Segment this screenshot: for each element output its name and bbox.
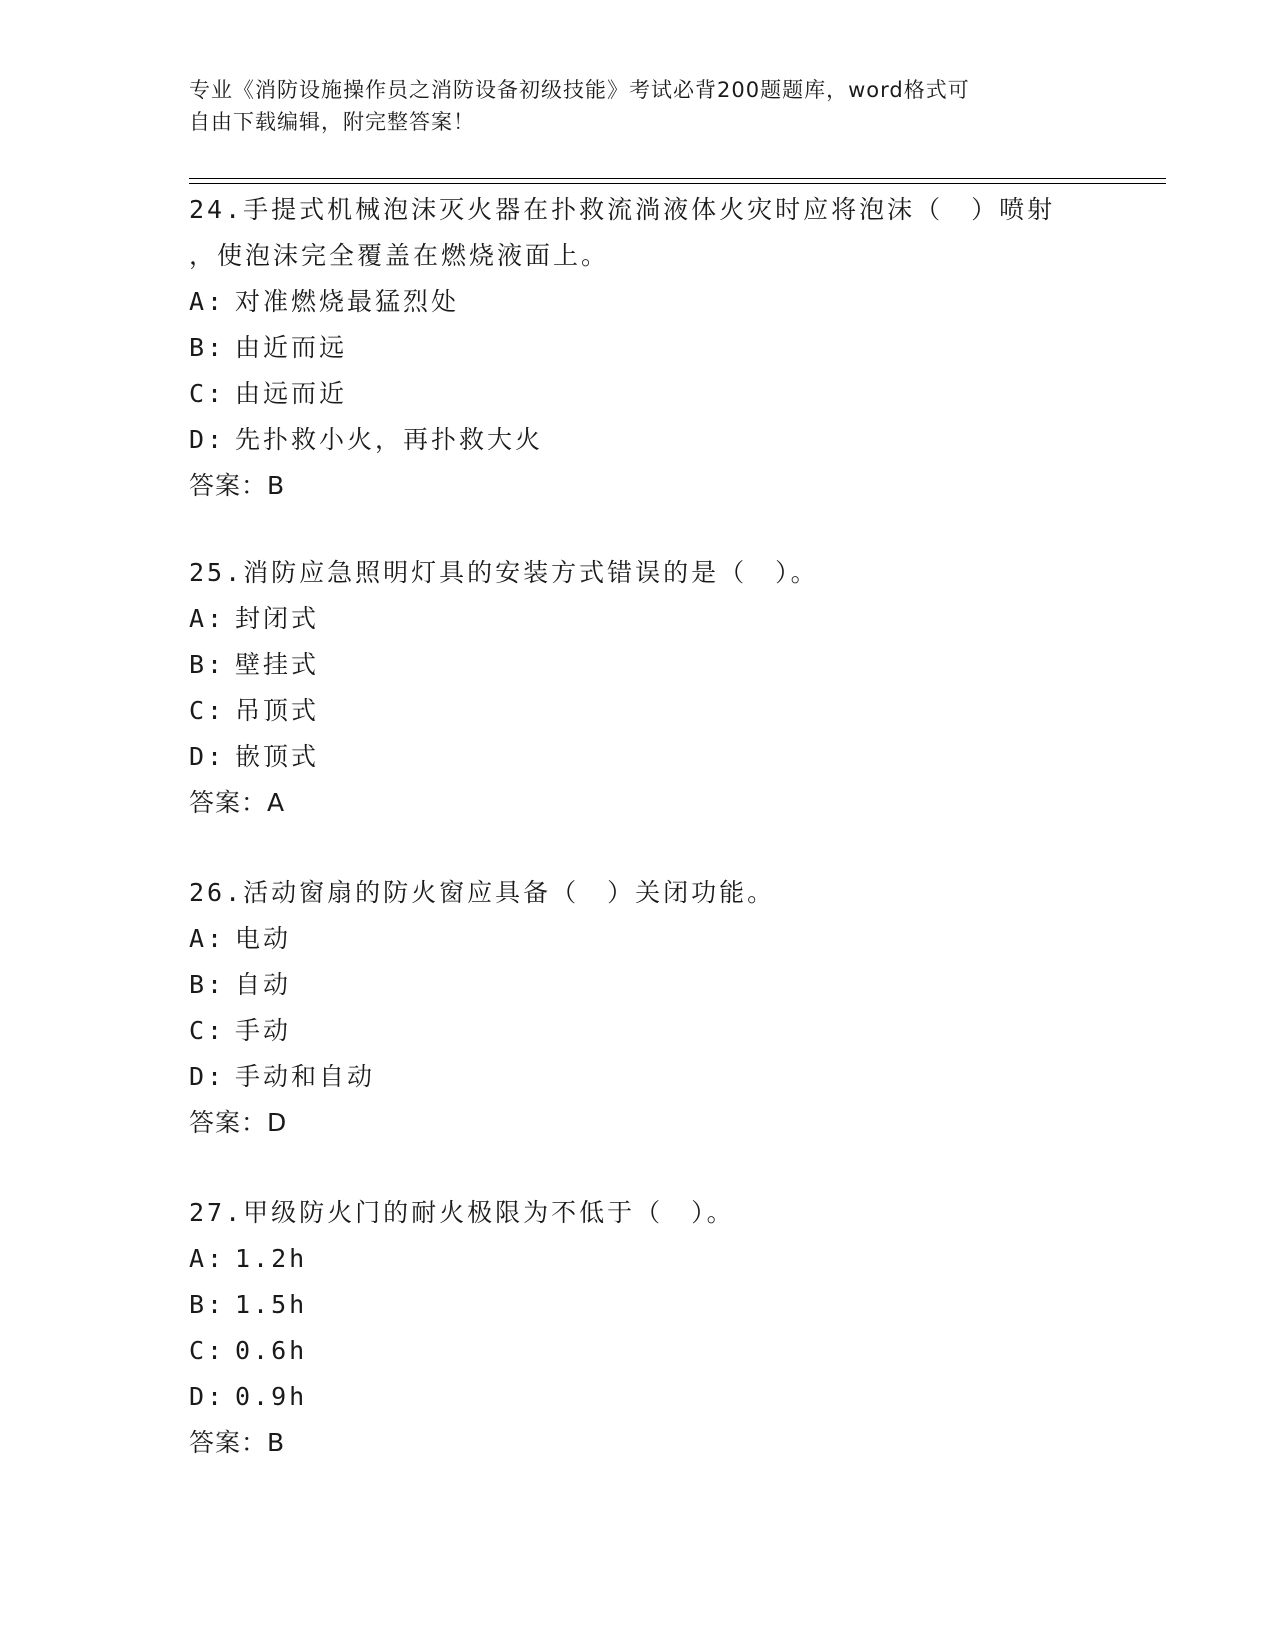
option-text: 1.5h <box>235 1290 308 1319</box>
answer: 答案：D <box>189 1108 288 1137</box>
option-label: D: <box>189 425 226 454</box>
answer: 答案：A <box>189 788 286 817</box>
option-d <box>189 417 1149 463</box>
option-label: B: <box>189 970 226 999</box>
option-text: 手动 <box>235 1016 292 1045</box>
answer: 答案：B <box>189 1428 286 1457</box>
option-label: D: <box>189 1062 226 1091</box>
option-text: 0.9h <box>235 1382 308 1411</box>
question-stem: 27.甲级防火门的耐火极限为不低于（ ）。 <box>189 1198 735 1227</box>
option-label: C: <box>189 379 226 408</box>
option-text: 由近而远 <box>235 333 348 362</box>
option-d <box>189 1374 1149 1420</box>
question-26 <box>189 870 1149 1146</box>
option-a <box>189 1236 1149 1282</box>
header-divider-top <box>189 178 1166 179</box>
question-25 <box>189 550 1149 826</box>
header-line-2: 自由下载编辑，附完整答案！ <box>189 110 475 134</box>
option-text: 1.2h <box>235 1244 308 1273</box>
option-text: 0.6h <box>235 1336 308 1365</box>
option-text: 对准燃烧最猛烈处 <box>235 287 460 316</box>
option-text: 吊顶式 <box>235 696 320 725</box>
question-24 <box>189 187 1149 509</box>
option-a <box>189 596 1149 642</box>
option-label: C: <box>189 1016 226 1045</box>
header-line-1: 专业《消防设施操作员之消防设备初级技能》考试必背200题题库，word格式可 <box>189 78 970 102</box>
option-label: C: <box>189 1336 226 1365</box>
option-b <box>189 962 1149 1008</box>
question-stem: 26.活动窗扇的防火窗应具备（ ）关闭功能。 <box>189 878 776 907</box>
option-d <box>189 734 1149 780</box>
option-text: 封闭式 <box>235 604 320 633</box>
option-label: B: <box>189 333 226 362</box>
option-a <box>189 916 1149 962</box>
question-27 <box>189 1190 1149 1466</box>
option-text: 电动 <box>235 924 292 953</box>
option-text: 自动 <box>235 970 292 999</box>
question-stem: 25.消防应急照明灯具的安装方式错误的是（ ）。 <box>189 558 819 587</box>
option-b <box>189 642 1149 688</box>
document-header <box>189 74 1089 138</box>
option-label: A: <box>189 287 226 316</box>
option-text: 手动和自动 <box>235 1062 376 1091</box>
option-label: B: <box>189 1290 226 1319</box>
option-label: D: <box>189 742 226 771</box>
question-stem: 24.手提式机械泡沫灭火器在扑救流淌液体火灾时应将泡沫（ ）喷射 <box>189 195 1056 224</box>
option-text: 先扑救小火，再扑救大火 <box>235 425 544 454</box>
option-c <box>189 1328 1149 1374</box>
option-label: A: <box>189 1244 226 1273</box>
option-text: 由远而近 <box>235 379 348 408</box>
option-label: D: <box>189 1382 226 1411</box>
option-c <box>189 371 1149 417</box>
option-c <box>189 688 1149 734</box>
option-label: B: <box>189 650 226 679</box>
option-d <box>189 1054 1149 1100</box>
option-label: A: <box>189 924 226 953</box>
option-c <box>189 1008 1149 1054</box>
option-b <box>189 325 1149 371</box>
option-a <box>189 279 1149 325</box>
question-stem-continued: ，使泡沫完全覆盖在燃烧液面上。 <box>189 241 610 270</box>
option-text: 壁挂式 <box>235 650 320 679</box>
option-label: A: <box>189 604 226 633</box>
header-divider-bottom <box>189 183 1166 184</box>
option-label: C: <box>189 696 226 725</box>
answer: 答案：B <box>189 471 286 500</box>
option-b <box>189 1282 1149 1328</box>
option-text: 嵌顶式 <box>235 742 320 771</box>
